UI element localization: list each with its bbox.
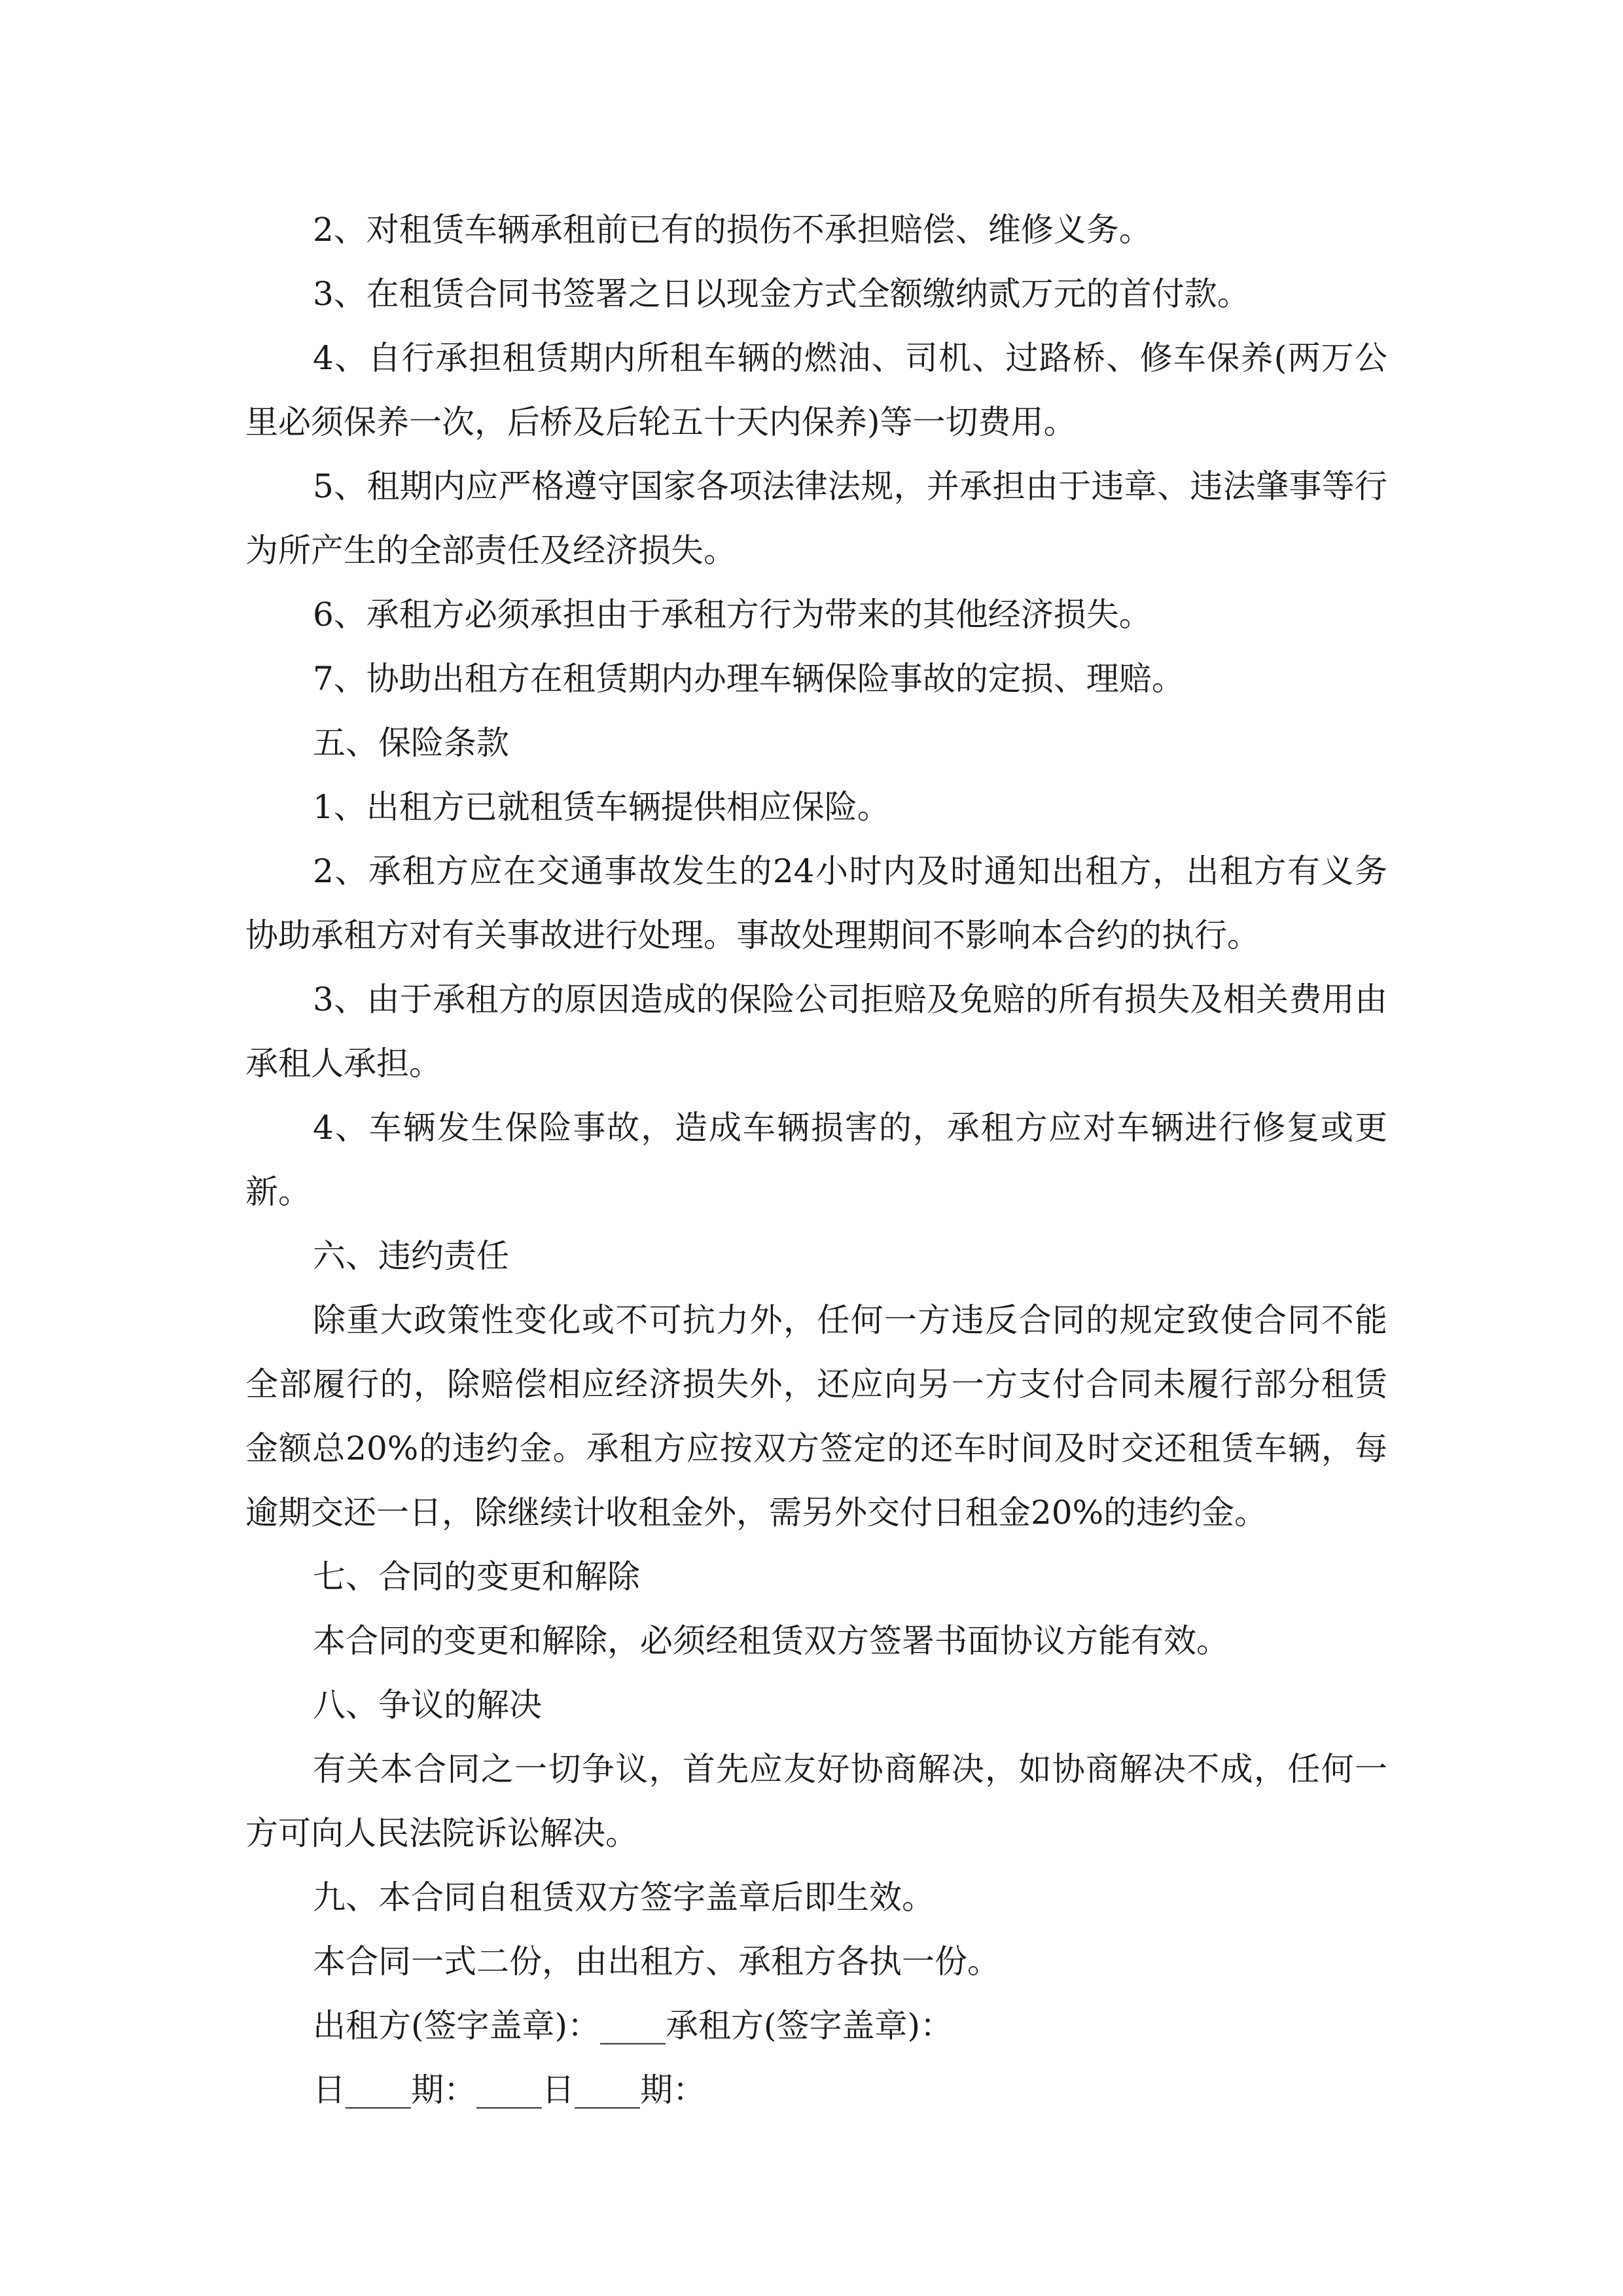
clause-4-expenses: 4、自行承担租赁期内所租车辆的燃油、司机、过路桥、修车保养(两万公里必须保养一次，后桥及后轮五十天内保养)等一切费用。 — [245, 339, 1387, 441]
clause-6-economic-loss: 6、承租方必须承担由于承租方行为带来的其他经济损失。 — [313, 596, 1152, 634]
section-heading-breach: 六、违约责任 — [313, 1237, 509, 1275]
clause-7-insurance-assist: 7、协助出租方在租赁期内办理车辆保险事故的定损、理赔。 — [313, 660, 1185, 698]
clause-3-down-payment: 3、在租赁合同书签署之日以现金方式全额缴纳贰万元的首付款。 — [313, 275, 1250, 313]
clause-5-legal-compliance: 5、租期内应严格遵守国家各项法律法规，并承担由于违章、违法肇事等行为所产生的全部责任及经济损失。 — [245, 467, 1387, 569]
insurance-clause-3: 3、由于承租方的原因造成的保险公司拒赔及免赔的所有损失及相关费用由承租人承担。 — [245, 980, 1387, 1083]
insurance-clause-4: 4、车辆发生保险事故，造成车辆损害的，承租方应对车辆进行修复或更新。 — [245, 1109, 1387, 1211]
amendment-clause-body: 本合同的变更和解除，必须经租赁双方签署书面协议方能有效。 — [313, 1622, 1229, 1660]
date-line: 日____期：____日____期： — [313, 2071, 705, 2109]
breach-clause-body: 除重大政策性变化或不可抗力外，任何一方违反合同的规定致使合同不能全部履行的，除赔偿相应经济损失外，还应向另一方支付合同未履行部分租赁金额总20%的违约金。承租方应按双方签定的还车时间及时交还租赁车辆，每逾期交还一日，除继续计收租金外，需另外交付日租金20%的违约金。 — [245, 1301, 1387, 1532]
signature-line: 出租方(签字盖章)：____承租方(签字盖章)： — [313, 2007, 954, 2045]
document-page — [245, 198, 1387, 2122]
section-heading-amendment: 七、合同的变更和解除 — [313, 1558, 640, 1596]
dispute-clause-body: 有关本合同之一切争议，首先应友好协商解决，如协商解决不成，任何一方可向人民法院诉讼解决。 — [245, 1750, 1387, 1852]
copies-clause: 本合同一式二份，由出租方、承租方各执一份。 — [313, 1943, 1000, 1981]
clause-2-damage-liability: 2、对租赁车辆承租前已有的损伤不承担赔偿、维修义务。 — [313, 211, 1152, 249]
effective-clause: 九、本合同自租赁双方签字盖章后即生效。 — [313, 1878, 935, 1916]
insurance-clause-2: 2、承租方应在交通事故发生的24小时内及时通知出租方，出租方有义务协助承租方对有关事故进行处理。事故处理期间不影响本合约的执行。 — [245, 852, 1387, 954]
insurance-clause-1: 1、出租方已就租赁车辆提供相应保险。 — [313, 788, 890, 826]
section-heading-dispute: 八、争议的解决 — [313, 1686, 542, 1724]
section-heading-insurance: 五、保险条款 — [313, 724, 509, 762]
